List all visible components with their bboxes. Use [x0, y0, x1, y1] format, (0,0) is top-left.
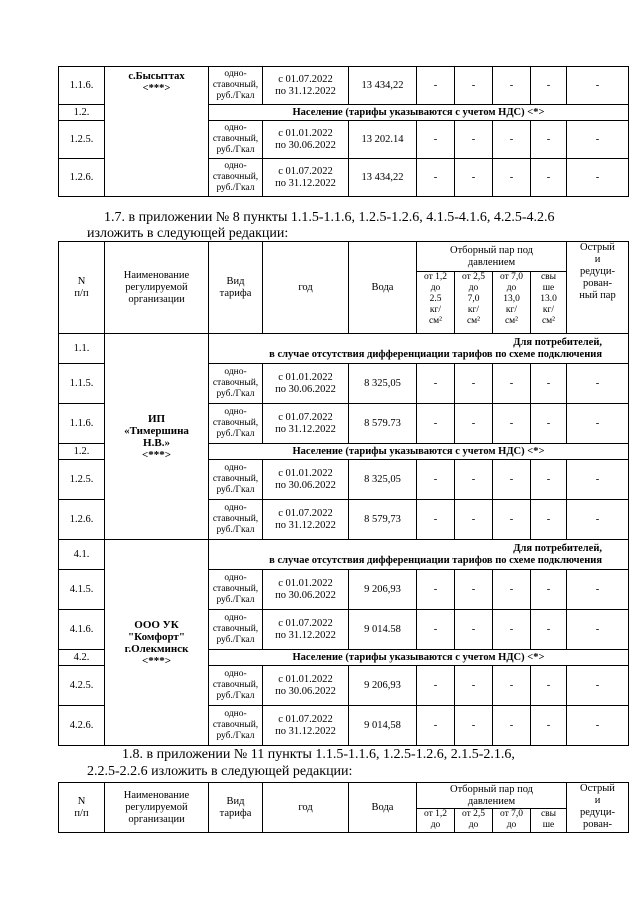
dash-cell: -	[455, 364, 493, 404]
header-pressure-range: от 1,2 до	[417, 809, 455, 833]
organization-name: с.Бысыттах <***>	[105, 67, 209, 197]
water-value: 13 202.14	[349, 121, 417, 159]
paragraph-1-7	[104, 210, 555, 226]
row-number: 1.2.6.	[59, 500, 105, 540]
water-value: 13 434,22	[349, 67, 417, 105]
dash-cell: -	[567, 570, 629, 610]
row-number: 1.2.5.	[59, 121, 105, 159]
tariff-table-top	[58, 66, 629, 197]
row-number: 1.2.6.	[59, 159, 105, 197]
header-row	[59, 242, 629, 272]
dash-cell: -	[567, 610, 629, 650]
dash-cell: -	[531, 364, 567, 404]
water-value: 9 206,93	[349, 666, 417, 706]
period: с 01.01.2022 по 30.06.2022	[263, 364, 349, 404]
header-pressure-range: от 7,0 до 13,0 кг/ см²	[493, 272, 531, 334]
period: с 01.07.2022 по 31.12.2022	[263, 404, 349, 444]
dash-cell: -	[531, 666, 567, 706]
dash-cell: -	[493, 610, 531, 650]
section-title: Население (тарифы указываются с учетом НДС) <*>	[209, 105, 629, 121]
dash-cell: -	[455, 67, 493, 105]
tariff-type: одно- ставочный, руб./Гкал	[209, 666, 263, 706]
dash-cell: -	[493, 404, 531, 444]
paragraph-1-7-line2: изложить в следующей редакции:	[87, 226, 289, 241]
header-organization: Наименование регулируемой организации	[105, 242, 209, 334]
tariff-type: одно- ставочный, руб./Гкал	[209, 67, 263, 105]
dash-cell: -	[417, 364, 455, 404]
paragraph-1-8-line2: 2.2.5-2.2.6 изложить в следующей редакции:	[87, 764, 353, 779]
header-number: N п/п	[59, 242, 105, 334]
dash-cell: -	[455, 706, 493, 746]
dash-cell: -	[417, 159, 455, 197]
dash-cell: -	[531, 610, 567, 650]
dash-cell: -	[531, 570, 567, 610]
dash-cell: -	[417, 121, 455, 159]
dash-cell: -	[455, 460, 493, 500]
section-title: Для потребителей, в случае отсутствия дифференциации тарифов по схеме подключения	[209, 334, 629, 364]
header-sharp-steam: Острый и редуци- рован- ный пар	[567, 242, 629, 334]
row-number: 1.2.	[59, 105, 105, 121]
tariff-type: одно- ставочный, руб./Гкал	[209, 364, 263, 404]
row-number: 1.1.6.	[59, 404, 105, 444]
dash-cell: -	[417, 610, 455, 650]
period: с 01.01.2022 по 30.06.2022	[263, 121, 349, 159]
paragraph-1-8-line1: 1.8. в приложении № 11 пункты 1.1.5-1.1.6, 1.2.5-1.2.6, 2.1.5-2.1.6,	[122, 747, 515, 762]
dash-cell: -	[417, 67, 455, 105]
dash-cell: -	[417, 500, 455, 540]
dash-cell: -	[493, 460, 531, 500]
paragraph-1-8-cont	[87, 764, 352, 780]
dash-cell: -	[493, 706, 531, 746]
row-number: 1.2.	[59, 444, 105, 460]
paragraph-1-8	[122, 747, 515, 763]
dash-cell: -	[417, 460, 455, 500]
tariff-table-main	[58, 241, 629, 746]
dash-cell: -	[417, 570, 455, 610]
row-number: 1.1.6.	[59, 67, 105, 105]
tariff-type: одно- ставочный, руб./Гкал	[209, 610, 263, 650]
dash-cell: -	[455, 500, 493, 540]
period: с 01.01.2022 по 30.06.2022	[263, 666, 349, 706]
header-pressure-range: от 1,2 до 2.5 кг/ см²	[417, 272, 455, 334]
water-value: 9 014.58	[349, 610, 417, 650]
dash-cell: -	[493, 67, 531, 105]
row-number: 1.2.5.	[59, 460, 105, 500]
dash-cell: -	[455, 610, 493, 650]
dash-cell: -	[493, 159, 531, 197]
row-number: 1.1.	[59, 334, 105, 364]
period: с 01.01.2022 по 30.06.2022	[263, 570, 349, 610]
dash-cell: -	[567, 666, 629, 706]
dash-cell: -	[455, 666, 493, 706]
section-title: Население (тарифы указываются с учетом НДС) <*>	[209, 650, 629, 666]
dash-cell: -	[531, 500, 567, 540]
header-sharp-steam: Острый и редуци- рован-	[567, 783, 629, 833]
water-value: 8 325,05	[349, 460, 417, 500]
dash-cell: -	[417, 404, 455, 444]
water-value: 8 579.73	[349, 404, 417, 444]
row-number: 4.1.	[59, 540, 105, 570]
header-pressure-range: свы ше	[531, 809, 567, 833]
header-water: Вода	[349, 242, 417, 334]
dash-cell: -	[455, 404, 493, 444]
row-number: 1.1.5.	[59, 364, 105, 404]
dash-cell: -	[455, 159, 493, 197]
dash-cell: -	[567, 159, 629, 197]
header-pressure-range: от 2,5 до	[455, 809, 493, 833]
row-number: 4.1.5.	[59, 570, 105, 610]
table-row	[59, 540, 629, 570]
row-number: 4.1.6.	[59, 610, 105, 650]
dash-cell: -	[455, 121, 493, 159]
dash-cell: -	[567, 364, 629, 404]
dash-cell: -	[531, 67, 567, 105]
table-row	[59, 67, 629, 105]
dash-cell: -	[567, 500, 629, 540]
period: с 01.07.2022 по 31.12.2022	[263, 500, 349, 540]
water-value: 9 014,58	[349, 706, 417, 746]
header-row	[59, 783, 629, 809]
header-pressure-range: от 7,0 до	[493, 809, 531, 833]
row-number: 4.2.5.	[59, 666, 105, 706]
dash-cell: -	[567, 404, 629, 444]
tariff-type: одно- ставочный, руб./Гкал	[209, 500, 263, 540]
tariff-type: одно- ставочный, руб./Гкал	[209, 706, 263, 746]
period: с 01.07.2022 по 31.12.2022	[263, 67, 349, 105]
header-water: Вода	[349, 783, 417, 833]
water-value: 13 434,22	[349, 159, 417, 197]
section-title: Население (тарифы указываются с учетом НДС) <*>	[209, 444, 629, 460]
organization-name: ИП «Тимершина Н.В.» <***>	[105, 334, 209, 540]
tariff-table-bottom	[58, 782, 629, 833]
tariff-type: одно- ставочный, руб./Гкал	[209, 159, 263, 197]
paragraph-1-7-cont	[87, 226, 288, 242]
paragraph-1-7-line1: 1.7. в приложении № 8 пункты 1.1.5-1.1.6, 1.2.5-1.2.6, 4.1.5-4.1.6, 4.2.5-4.2.6	[104, 210, 555, 225]
dash-cell: -	[567, 121, 629, 159]
dash-cell: -	[567, 460, 629, 500]
header-steam: Отборный пар под давлением	[417, 242, 567, 272]
dash-cell: -	[493, 570, 531, 610]
dash-cell: -	[455, 570, 493, 610]
tariff-type: одно- ставочный, руб./Гкал	[209, 121, 263, 159]
dash-cell: -	[493, 121, 531, 159]
dash-cell: -	[493, 500, 531, 540]
dash-cell: -	[493, 364, 531, 404]
dash-cell: -	[417, 666, 455, 706]
dash-cell: -	[417, 706, 455, 746]
dash-cell: -	[531, 121, 567, 159]
dash-cell: -	[493, 666, 531, 706]
header-organization: Наименование регулируемой организации	[105, 783, 209, 833]
dash-cell: -	[531, 159, 567, 197]
period: с 01.01.2022 по 30.06.2022	[263, 460, 349, 500]
header-tariff-type: Вид тарифа	[209, 242, 263, 334]
organization-name: ООО УК "Комфорт" г.Олекминск <***>	[105, 540, 209, 746]
dash-cell: -	[531, 460, 567, 500]
dash-cell: -	[531, 706, 567, 746]
tariff-type: одно- ставочный, руб./Гкал	[209, 460, 263, 500]
header-year: год	[263, 783, 349, 833]
water-value: 8 579,73	[349, 500, 417, 540]
tariff-type: одно- ставочный, руб./Гкал	[209, 404, 263, 444]
section-title: Для потребителей, в случае отсутствия дифференциации тарифов по схеме подключения	[209, 540, 629, 570]
period: с 01.07.2022 по 31.12.2022	[263, 706, 349, 746]
dash-cell: -	[531, 404, 567, 444]
row-number: 4.2.6.	[59, 706, 105, 746]
header-number: N п/п	[59, 783, 105, 833]
period: с 01.07.2022 по 31.12.2022	[263, 610, 349, 650]
header-pressure-range: от 2,5 до 7,0 кг/ см²	[455, 272, 493, 334]
dash-cell: -	[567, 67, 629, 105]
water-value: 8 325,05	[349, 364, 417, 404]
header-year: год	[263, 242, 349, 334]
header-pressure-range: свы ше 13.0 кг/ см²	[531, 272, 567, 334]
tariff-type: одно- ставочный, руб./Гкал	[209, 570, 263, 610]
row-number: 4.2.	[59, 650, 105, 666]
header-steam: Отборный пар под давлением	[417, 783, 567, 809]
period: с 01.07.2022 по 31.12.2022	[263, 159, 349, 197]
header-tariff-type: Вид тарифа	[209, 783, 263, 833]
water-value: 9 206,93	[349, 570, 417, 610]
table-row	[59, 334, 629, 364]
dash-cell: -	[567, 706, 629, 746]
